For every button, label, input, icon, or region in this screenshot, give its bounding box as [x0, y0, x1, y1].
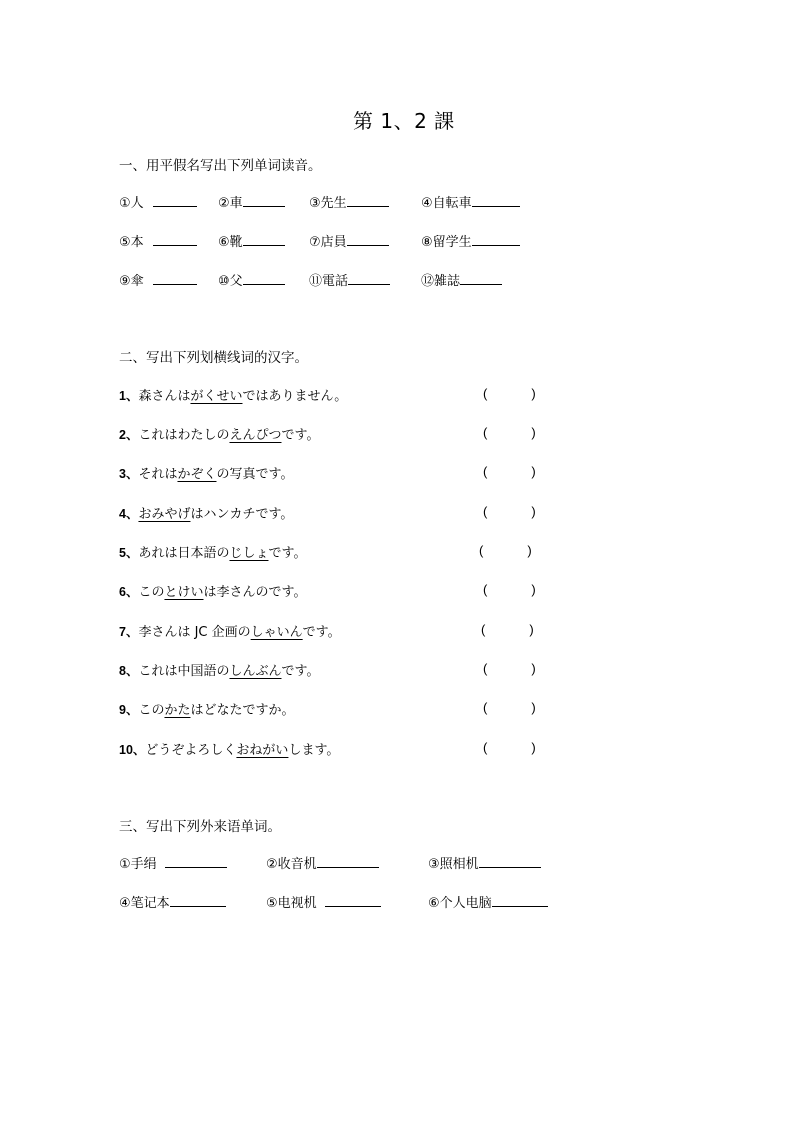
loanword-label: ④笔记本: [119, 896, 170, 911]
vocab-label: ②車: [218, 196, 243, 211]
answer-parentheses[interactable]: ( ): [483, 504, 536, 519]
sentence-text: は李さんのです。: [203, 585, 307, 600]
answer-parentheses[interactable]: ( ): [483, 661, 536, 676]
answer-blank[interactable]: [479, 856, 541, 868]
answer-parentheses[interactable]: ( ): [483, 464, 536, 479]
answer-parentheses[interactable]: ( ): [479, 543, 532, 558]
answer-parentheses[interactable]: ( ): [483, 425, 536, 440]
loanword-label: ⑥个人电脑: [428, 896, 492, 911]
sentence-text: です。: [302, 625, 341, 640]
underlined-word: おねがい: [236, 743, 289, 758]
sentence-text: します。: [288, 743, 340, 758]
loanword-item: [428, 892, 548, 911]
sentence-item: [119, 699, 295, 718]
vocab-label: ⑤本: [119, 235, 144, 250]
vocab-item: [218, 270, 285, 289]
answer-parentheses[interactable]: ( ): [483, 386, 536, 401]
loanword-item: [266, 892, 381, 911]
sentence-text: ではありません。: [242, 389, 348, 404]
sentence-text: どうぞよろしく: [145, 743, 237, 758]
vocab-item: [218, 192, 285, 211]
answer-blank[interactable]: [472, 195, 520, 207]
underlined-word: えんぴつ: [229, 428, 282, 443]
answer-parentheses[interactable]: ( ): [483, 740, 536, 755]
sentence-text: この: [138, 703, 165, 718]
vocab-item: [119, 192, 197, 211]
sentence-number: 10、: [119, 743, 146, 757]
underlined-word: しゃいん: [250, 625, 303, 640]
vocab-label: ①人: [119, 196, 144, 211]
sentence-item: [119, 463, 293, 482]
loanword-label: ③照相机: [428, 857, 479, 872]
vocab-item: [421, 192, 520, 211]
vocab-item: [119, 270, 197, 289]
sentence-number: 9、: [119, 703, 139, 717]
sentence-number: 1、: [119, 389, 139, 403]
sentence-number: 5、: [119, 546, 139, 560]
vocab-label: ③先生: [309, 196, 347, 211]
vocab-label: ④自転車: [421, 196, 472, 211]
sentence-text: はどなたですか。: [190, 703, 295, 718]
answer-blank[interactable]: [460, 273, 502, 285]
loanword-label: ②收音机: [266, 857, 317, 872]
answer-blank[interactable]: [170, 895, 226, 907]
underlined-word: かぞく: [177, 467, 217, 482]
vocab-item: [309, 192, 389, 211]
answer-blank[interactable]: [243, 273, 285, 285]
loanword-item: [428, 853, 541, 872]
vocab-label: ⑩父: [218, 274, 243, 289]
answer-blank[interactable]: [165, 856, 227, 868]
vocab-label: ⑫雑誌: [421, 274, 461, 289]
sentence-number: 8、: [119, 664, 139, 678]
vocab-item: [421, 231, 520, 250]
sentence-text: それは: [138, 467, 178, 482]
sentence-text: です。: [268, 546, 307, 561]
sentence-number: 6、: [119, 585, 139, 599]
answer-parentheses[interactable]: ( ): [481, 622, 534, 637]
sentence-text: あれは日本語の: [138, 546, 230, 561]
answer-blank[interactable]: [492, 895, 548, 907]
sentence-item: [119, 660, 319, 679]
answer-blank[interactable]: [348, 273, 390, 285]
vocab-item: [119, 231, 197, 250]
vocab-label: ⑨傘: [119, 274, 144, 289]
sentence-item: [119, 385, 347, 404]
answer-parentheses[interactable]: ( ): [483, 700, 536, 715]
answer-parentheses[interactable]: ( ): [483, 582, 536, 597]
vocab-label: ⑪電話: [309, 274, 349, 289]
sentence-number: 4、: [119, 507, 139, 521]
vocab-label: ⑦店員: [309, 235, 347, 250]
answer-blank[interactable]: [317, 856, 379, 868]
section2-heading: 二、写出下列划横线词的汉字。: [119, 350, 308, 366]
underlined-word: がくせい: [190, 389, 243, 404]
underlined-word: かた: [164, 703, 191, 718]
section3-heading: 三、写出下列外来语单词。: [119, 819, 281, 835]
loanword-label: ①手绢: [119, 857, 157, 872]
sentence-text: この: [138, 585, 165, 600]
loanword-item: [119, 892, 226, 911]
answer-blank[interactable]: [243, 234, 285, 246]
section1-heading: 一、用平假名写出下列单词读音。: [119, 158, 322, 174]
sentence-text: はハンカチです。: [190, 507, 294, 522]
answer-blank[interactable]: [325, 895, 381, 907]
sentence-number: 2、: [119, 428, 139, 442]
loanword-item: [119, 853, 227, 872]
sentence-item: [119, 424, 319, 443]
sentence-text: これはわたしの: [138, 428, 230, 443]
sentence-item: [119, 542, 306, 561]
sentence-text: 森さんは: [138, 389, 191, 404]
answer-blank[interactable]: [472, 234, 520, 246]
answer-blank[interactable]: [243, 195, 285, 207]
sentence-item: [119, 503, 293, 522]
answer-blank[interactable]: [153, 234, 197, 246]
sentence-number: 3、: [119, 467, 139, 481]
sentence-text: です。: [281, 664, 320, 679]
vocab-item: [421, 270, 502, 289]
sentence-number: 7、: [119, 625, 139, 639]
answer-blank[interactable]: [153, 195, 197, 207]
sentence-text: 李さんは JC 企画の: [138, 625, 251, 640]
answer-blank[interactable]: [153, 273, 197, 285]
loanword-label: ⑤电视机: [266, 896, 317, 911]
underlined-word: おみやげ: [138, 507, 191, 522]
sentence-text: これは中国語の: [138, 664, 230, 679]
vocab-label: ⑥靴: [218, 235, 243, 250]
underlined-word: じしょ: [229, 546, 269, 561]
sentence-text: の写真です。: [216, 467, 294, 482]
vocab-item: [218, 231, 285, 250]
page-title: 第 1、2 課: [353, 109, 455, 133]
sentence-item: [119, 621, 341, 640]
vocab-item: [309, 231, 389, 250]
vocab-label: ⑧留学生: [421, 235, 472, 250]
sentence-item: [119, 581, 306, 600]
answer-blank[interactable]: [347, 234, 389, 246]
underlined-word: しんぶん: [229, 664, 282, 679]
vocab-item: [309, 270, 390, 289]
loanword-item: [266, 853, 379, 872]
answer-blank[interactable]: [347, 195, 389, 207]
sentence-text: です。: [281, 428, 320, 443]
sentence-item: [119, 739, 339, 758]
underlined-word: とけい: [164, 585, 204, 600]
